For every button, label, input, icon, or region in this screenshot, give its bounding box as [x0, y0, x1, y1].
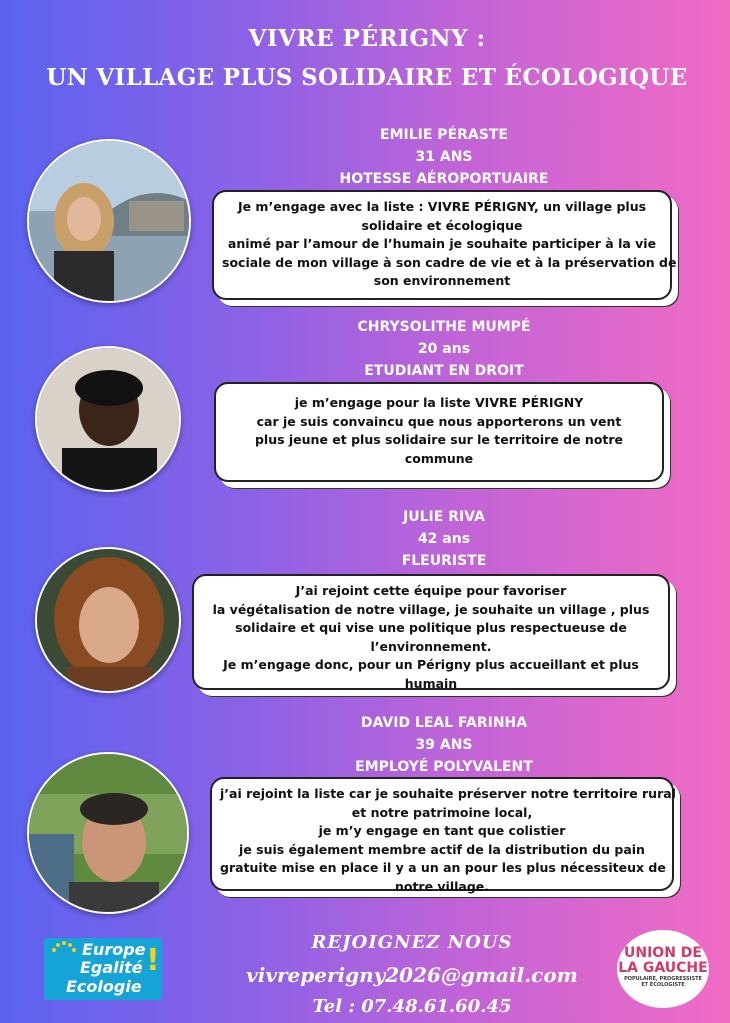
person-1-statement-line: Je m’engage avec la liste : VIVRE PÉRIGNY, un village plus — [237, 199, 647, 214]
person-4-job: EMPLOYÉ POLYVALENT — [355, 759, 533, 775]
udlg-subtitle-line-2: ET ÉCOLOGISTE — [641, 982, 685, 988]
udlg-title-line-2: LA GAUCHE — [618, 960, 708, 976]
title-line-2: UN VILLAGE PLUS SOLIDAIRE ET ÉCOLOGIQUE — [46, 64, 688, 91]
person-1-job: HOTESSE AÉROPORTUAIRE — [339, 171, 549, 187]
person-4-statement-line: gratuite mise en place il y a un an pour les plus nécessiteux de — [220, 860, 666, 875]
phone-number: Tel : 07.48.61.60.45 — [312, 996, 512, 1017]
person-4-statement-line: je suis également membre actif de la distribution du pain — [239, 841, 645, 857]
person-1-statement-line: sociale de mon village à son cadre de vie et à la préservation de — [222, 254, 677, 270]
person-3-job: FLEURISTE — [401, 553, 487, 569]
udlg-subtitle-line-1: POPULAIRE, PROGRESSISTE — [624, 976, 702, 982]
udlg-title-line-1: UNION DE — [624, 945, 702, 961]
person-3-statement-line: la végétalisation de notre village, je souhaite un village , plus — [212, 601, 650, 617]
person-1-header — [274, 124, 614, 190]
email-link[interactable]: vivreperigny2026@gmail.com — [246, 963, 578, 987]
eee-word-1: Europe — [82, 940, 146, 959]
udlg-subtitle — [617, 976, 709, 988]
person-3-statement-line: l’environnement. — [370, 638, 492, 654]
person-2-statement — [214, 382, 664, 482]
person-4-header — [274, 712, 614, 778]
person-4-statement — [210, 777, 676, 894]
person-3-statement-line: Je m’engage donc, pour un Périgny plus accueillant et plus — [223, 657, 639, 672]
udlg-title — [617, 946, 709, 976]
person-3-name: JULIE RIVA — [403, 509, 485, 525]
person-1-name: EMILIE PÉRASTE — [380, 127, 508, 143]
title-line-1: VIVRE PÉRIGNY : — [248, 25, 486, 52]
person-4-statement-line: je m’y engage en tant que colistier — [318, 823, 566, 838]
union-de-la-gauche-logo — [617, 930, 709, 1008]
person-2-statement-line: car je suis convaincu que nous apporterons un vent — [256, 413, 622, 429]
person-1-statement-line: solidaire et écologique — [361, 217, 523, 233]
person-1-statement-line: son environnement — [373, 273, 511, 288]
flyer — [2, 2, 728, 1021]
person-2-name: CHRYSOLITHE MUMPÉ — [357, 319, 531, 335]
person-4-age: 39 ANS — [415, 737, 473, 753]
person-2-age: 20 ans — [417, 341, 471, 357]
person-4-statement-line: notre village. — [394, 878, 490, 894]
person-1-age: 31 ANS — [415, 149, 473, 165]
person-2-statement-line: plus jeune et plus solidaire sur le territoire de notre — [254, 432, 624, 447]
person-1-photo — [27, 139, 191, 303]
person-2-photo — [35, 346, 181, 492]
person-4-name: DAVID LEAL FARINHA — [360, 715, 528, 731]
person-4-photo — [27, 752, 189, 914]
eee-word-3: Ecologie — [66, 977, 142, 996]
person-3-statement-line: humain — [404, 675, 458, 691]
person-3-age: 42 ans — [417, 531, 471, 547]
person-3-header — [274, 506, 614, 572]
europe-ecologie-logo — [44, 938, 162, 1000]
person-1-statement — [212, 190, 677, 300]
person-2-header — [274, 316, 614, 382]
person-3-photo — [35, 547, 181, 693]
person-3-statement-line: J’ai rejoint cette équipe pour favoriser — [295, 583, 567, 598]
person-1-statement-line: animé par l’amour de l’humain je souhaite participer à la vie — [227, 236, 657, 251]
person-2-statement-line: je m’engage pour la liste VIVRE PÉRIGNY — [294, 395, 584, 410]
person-4-statement-line: et notre patrimoine local, — [351, 804, 533, 820]
eee-exclamation: ! — [146, 943, 160, 978]
cta-text: REJOIGNEZ NOUS — [311, 932, 513, 953]
person-3-statement-line: solidaire et qui vise une politique plus respectueuse de — [235, 620, 627, 635]
eee-word-2: Egalité — [80, 958, 143, 977]
person-4-statement-line: j’ai rejoint la liste car je souhaite préserver notre territoire rural — [220, 786, 676, 801]
person-2-job: ETUDIANT EN DROIT — [364, 363, 524, 379]
person-3-statement — [192, 574, 670, 690]
person-2-statement-line: commune — [404, 450, 474, 466]
eu-stars-icon — [50, 940, 80, 960]
